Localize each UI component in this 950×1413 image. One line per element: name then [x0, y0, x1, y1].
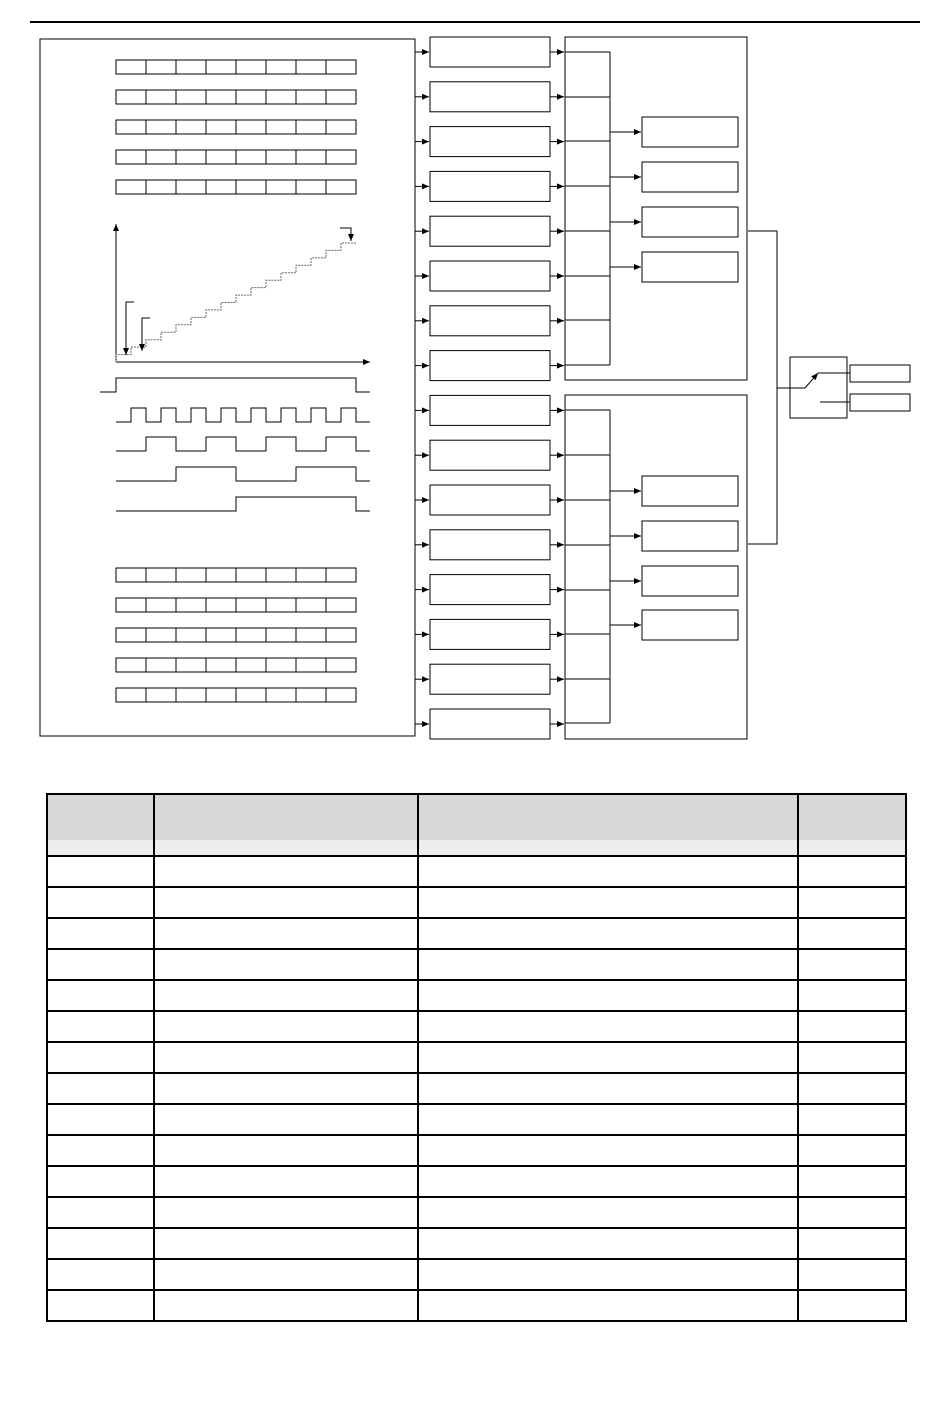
register-cell: [296, 688, 326, 702]
register-cell: [176, 658, 206, 672]
register-cell: [146, 628, 176, 642]
table-cell: [154, 1197, 418, 1228]
table-cell: [418, 1135, 798, 1166]
table-cell: [154, 918, 418, 949]
table-cell: [154, 1228, 418, 1259]
table-cell: [798, 1011, 906, 1042]
selector-output-block: [642, 252, 738, 282]
register-row: [116, 598, 356, 612]
mux-block: [430, 127, 550, 157]
table-row: [47, 1104, 906, 1135]
table-cell: [154, 856, 418, 887]
register-cell: [236, 120, 266, 134]
table-row: [47, 918, 906, 949]
selector-output-block: [642, 207, 738, 237]
register-cell: [206, 60, 236, 74]
table-row: [47, 980, 906, 1011]
table-cell: [418, 856, 798, 887]
table-header-cell: [47, 794, 154, 856]
divide-by-4-waveform: [116, 467, 370, 481]
register-cell: [146, 568, 176, 582]
table-cell: [47, 1042, 154, 1073]
mux-block: [430, 306, 550, 336]
table-cell: [47, 1011, 154, 1042]
register-cell: [326, 598, 356, 612]
staircase-ramp-plot: [116, 224, 370, 362]
table-cell: [798, 1228, 906, 1259]
register-cell: [326, 568, 356, 582]
table-cell: [47, 1166, 154, 1197]
table-cell: [154, 980, 418, 1011]
selector-output-block: [642, 610, 738, 640]
table-cell: [47, 1104, 154, 1135]
register-cell: [146, 90, 176, 104]
mux-block: [430, 171, 550, 201]
register-bank-bottom: [116, 568, 356, 702]
register-cell: [266, 688, 296, 702]
table-cell: [154, 1011, 418, 1042]
table-cell: [798, 856, 906, 887]
register-cell: [236, 658, 266, 672]
table-cell: [47, 887, 154, 918]
table-cell: [418, 1011, 798, 1042]
register-cell: [116, 688, 146, 702]
table-header-row: [47, 794, 906, 856]
table-cell: [47, 918, 154, 949]
timing-waveforms: [100, 378, 370, 511]
table-row: [47, 1228, 906, 1259]
selector-output-block: [642, 476, 738, 506]
table-cell: [418, 1290, 798, 1321]
table-row: [47, 856, 906, 887]
table-row: [47, 1011, 906, 1042]
table-row: [47, 949, 906, 980]
table-cell: [47, 1135, 154, 1166]
mux-block: [430, 619, 550, 649]
register-cell: [296, 60, 326, 74]
table-header-cell: [154, 794, 418, 856]
selector-output-block: [642, 117, 738, 147]
table-cell: [798, 949, 906, 980]
register-cell: [206, 150, 236, 164]
table-cell: [47, 1073, 154, 1104]
register-cell: [266, 150, 296, 164]
table-cell: [798, 1104, 906, 1135]
table-body: [47, 856, 906, 1321]
register-row: [116, 150, 356, 164]
register-cell: [206, 688, 236, 702]
register-cell: [116, 120, 146, 134]
selector-output-block: [642, 566, 738, 596]
table-cell: [47, 1228, 154, 1259]
register-cell: [116, 90, 146, 104]
table-cell: [418, 1197, 798, 1228]
table-row: [47, 1135, 906, 1166]
table-cell: [418, 1228, 798, 1259]
spec-table: [46, 793, 907, 1322]
mux-block: [430, 485, 550, 515]
table-cell: [47, 1197, 154, 1228]
table-cell: [798, 1042, 906, 1073]
table-row: [47, 1042, 906, 1073]
register-cell: [176, 598, 206, 612]
register-cell: [206, 120, 236, 134]
register-cell: [296, 598, 326, 612]
register-cell: [296, 568, 326, 582]
mux-block: [430, 395, 550, 425]
switch-output-a: [850, 365, 910, 382]
table-cell: [418, 887, 798, 918]
switch-output-b: [850, 394, 910, 411]
register-cell: [146, 120, 176, 134]
register-cell: [116, 568, 146, 582]
table-cell: [418, 980, 798, 1011]
register-cell: [146, 60, 176, 74]
register-cell: [146, 150, 176, 164]
register-cell: [176, 628, 206, 642]
register-cell: [266, 90, 296, 104]
table-row: [47, 1197, 906, 1228]
register-cell: [326, 120, 356, 134]
table-cell: [47, 1290, 154, 1321]
register-cell: [266, 658, 296, 672]
table-cell: [798, 1135, 906, 1166]
register-cell: [236, 568, 266, 582]
register-cell: [206, 90, 236, 104]
table-cell: [418, 1166, 798, 1197]
table-cell: [418, 918, 798, 949]
table-cell: [418, 1042, 798, 1073]
table-header-cell: [418, 794, 798, 856]
register-cell: [116, 628, 146, 642]
register-cell: [236, 60, 266, 74]
table-cell: [418, 949, 798, 980]
register-cell: [236, 688, 266, 702]
register-cell: [176, 180, 206, 194]
mux-block: [430, 37, 550, 67]
register-cell: [296, 150, 326, 164]
register-cell: [266, 180, 296, 194]
register-cell: [146, 180, 176, 194]
switch-lever: [805, 373, 818, 388]
register-cell: [116, 598, 146, 612]
table-cell: [154, 949, 418, 980]
register-cell: [206, 598, 236, 612]
register-cell: [236, 628, 266, 642]
table-cell: [798, 1290, 906, 1321]
register-cell: [116, 180, 146, 194]
selector-output-block: [642, 162, 738, 192]
register-cell: [236, 180, 266, 194]
table-header-cell: [798, 794, 906, 856]
register-row: [116, 180, 356, 194]
register-cell: [116, 150, 146, 164]
table-cell: [154, 887, 418, 918]
register-cell: [266, 120, 296, 134]
selector-frame: [565, 395, 747, 739]
staircase-waveform: [116, 243, 356, 362]
register-cell: [326, 90, 356, 104]
register-cell: [266, 628, 296, 642]
register-cell: [206, 568, 236, 582]
table-cell: [154, 1259, 418, 1290]
register-cell: [206, 628, 236, 642]
mux-block-column: [415, 37, 564, 739]
spec-table-container: [46, 793, 905, 1322]
register-cell: [296, 90, 326, 104]
register-cell: [116, 658, 146, 672]
clock-waveform: [116, 408, 370, 422]
table-row: [47, 1259, 906, 1290]
register-cell: [206, 658, 236, 672]
table-cell: [154, 1104, 418, 1135]
table-row: [47, 1290, 906, 1321]
table-cell: [798, 1259, 906, 1290]
register-cell: [236, 90, 266, 104]
table-cell: [47, 949, 154, 980]
register-bank-top: [116, 60, 356, 194]
table-cell: [47, 980, 154, 1011]
register-row: [116, 60, 356, 74]
table-row: [47, 1166, 906, 1197]
table-row: [47, 1073, 906, 1104]
register-cell: [326, 658, 356, 672]
end-marker: [340, 228, 351, 241]
mux-block: [430, 664, 550, 694]
table-cell: [798, 887, 906, 918]
register-cell: [326, 628, 356, 642]
register-row: [116, 90, 356, 104]
mux-block: [430, 530, 550, 560]
register-cell: [176, 568, 206, 582]
register-cell: [176, 90, 206, 104]
register-row: [116, 688, 356, 702]
divide-by-2-waveform: [116, 437, 370, 451]
register-cell: [296, 120, 326, 134]
register-cell: [146, 658, 176, 672]
mux-block: [430, 575, 550, 605]
selector-group: [565, 37, 747, 380]
register-cell: [326, 150, 356, 164]
register-cell: [296, 180, 326, 194]
table-cell: [798, 980, 906, 1011]
table-cell: [154, 1042, 418, 1073]
gate-waveform: [100, 378, 370, 392]
divide-by-8-waveform: [116, 497, 370, 511]
group-1-to-switch: [748, 231, 777, 544]
selector-frame: [565, 37, 747, 380]
register-cell: [176, 120, 206, 134]
register-cell: [326, 60, 356, 74]
table-cell: [798, 1073, 906, 1104]
table-cell: [47, 856, 154, 887]
register-cell: [266, 568, 296, 582]
register-row: [116, 120, 356, 134]
table-cell: [154, 1135, 418, 1166]
table-cell: [418, 1104, 798, 1135]
table-cell: [798, 1166, 906, 1197]
register-cell: [176, 688, 206, 702]
register-cell: [266, 598, 296, 612]
register-cell: [236, 150, 266, 164]
register-cell: [296, 628, 326, 642]
register-cell: [176, 150, 206, 164]
register-row: [116, 658, 356, 672]
mux-block: [430, 216, 550, 246]
register-cell: [206, 180, 236, 194]
table-cell: [418, 1259, 798, 1290]
table-cell: [798, 918, 906, 949]
register-cell: [266, 60, 296, 74]
register-cell: [296, 658, 326, 672]
register-cell: [146, 598, 176, 612]
mux-block: [430, 709, 550, 739]
table-cell: [798, 1197, 906, 1228]
selector-group: [565, 395, 747, 739]
selector-output-block: [642, 521, 738, 551]
table-cell: [154, 1290, 418, 1321]
register-cell: [146, 688, 176, 702]
mux-block: [430, 82, 550, 112]
output-switch: [748, 231, 910, 544]
mux-block: [430, 440, 550, 470]
register-cell: [326, 180, 356, 194]
table-cell: [47, 1259, 154, 1290]
table-row: [47, 887, 906, 918]
mux-block: [430, 261, 550, 291]
signal-generator-panel: [40, 39, 415, 736]
table-cell: [418, 1073, 798, 1104]
register-cell: [176, 60, 206, 74]
selector-groups: [565, 37, 747, 739]
table-cell: [154, 1166, 418, 1197]
mux-block: [430, 351, 550, 381]
register-cell: [326, 688, 356, 702]
table-cell: [154, 1073, 418, 1104]
register-cell: [236, 598, 266, 612]
register-row: [116, 568, 356, 582]
register-row: [116, 628, 356, 642]
register-cell: [116, 60, 146, 74]
